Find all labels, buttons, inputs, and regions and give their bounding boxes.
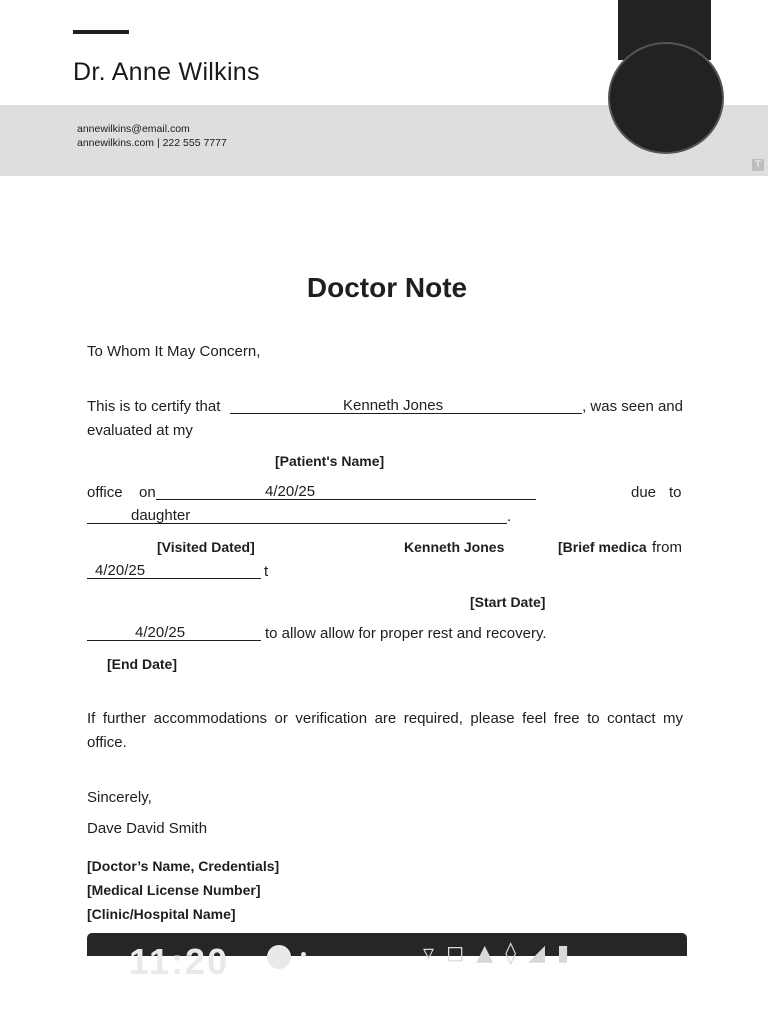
closing: Sincerely, [87, 789, 152, 806]
on-word: on [139, 484, 156, 501]
start-date-field[interactable]: 4/20/25 [87, 562, 261, 579]
stray-t: t [264, 563, 269, 580]
doctor-name-heading: Dr. Anne Wilkins [73, 58, 260, 86]
visit-date-field[interactable]: 4/20/25 [156, 483, 536, 500]
credentials-label: [Doctor’s Name, Credentials] [87, 858, 280, 874]
from-word: from [652, 539, 682, 556]
word: my [662, 710, 683, 727]
template-icon[interactable]: T [752, 159, 764, 171]
word: free [553, 710, 580, 727]
more-notifications-icon [301, 952, 306, 957]
word: further [102, 710, 147, 727]
embedded-phone-screenshot [87, 933, 687, 982]
to-word: to [669, 484, 682, 501]
patient-name-label: [Patient's Name] [275, 453, 385, 469]
word: contact [607, 710, 656, 727]
contact-website-phone: annewilkins.com | 222 555 7777 [77, 137, 227, 149]
salutation: To Whom It May Concern, [87, 343, 261, 360]
allow-text: to allow allow for proper rest and recovery. [265, 625, 547, 642]
word: accommodations [153, 710, 268, 727]
word: please [470, 710, 515, 727]
phone-clock: 11:20 [129, 941, 230, 982]
start-date-label: [Start Date] [470, 594, 546, 610]
word: are [374, 710, 397, 727]
word: required, [403, 710, 463, 727]
notification-icon [267, 945, 291, 969]
document-title: Doctor Note [306, 272, 468, 303]
end-date-label: [End Date] [107, 656, 177, 672]
evaluated-line: evaluated at my [87, 422, 193, 439]
signer-name: Dave David Smith [87, 820, 208, 837]
certify-suffix: , was seen and [582, 398, 683, 415]
visited-dated-label: [Visited Dated] [157, 539, 255, 555]
header-accent-bar [73, 30, 129, 34]
word: If [87, 710, 96, 727]
word: to [587, 710, 600, 727]
brief-medical-label: [Brief medica [558, 539, 647, 555]
accommodations-line-1 [87, 710, 683, 727]
due-word: due [631, 484, 657, 501]
word: feel [522, 710, 547, 727]
word: verification [295, 710, 368, 727]
accommodations-line-2: office. [87, 734, 127, 751]
seal-icon [608, 42, 724, 154]
patient-name-field[interactable]: Kenneth Jones [230, 397, 582, 414]
patient-name-repeat: Kenneth Jones [404, 539, 505, 555]
contact-email: annewilkins@email.com [77, 123, 190, 135]
certify-prefix: This is to certify that [87, 398, 221, 415]
status-bar-icons: ▿◻▲◊◢▮ [423, 941, 582, 966]
reason-period: . [507, 508, 512, 525]
license-label: [Medical License Number] [87, 882, 261, 898]
word: or [274, 710, 288, 727]
end-date-field[interactable]: 4/20/25 [87, 624, 261, 641]
reason-field[interactable]: daughter [87, 507, 507, 524]
clinic-label: [Clinic/Hospital Name] [87, 906, 236, 922]
office-word: office [87, 484, 123, 501]
